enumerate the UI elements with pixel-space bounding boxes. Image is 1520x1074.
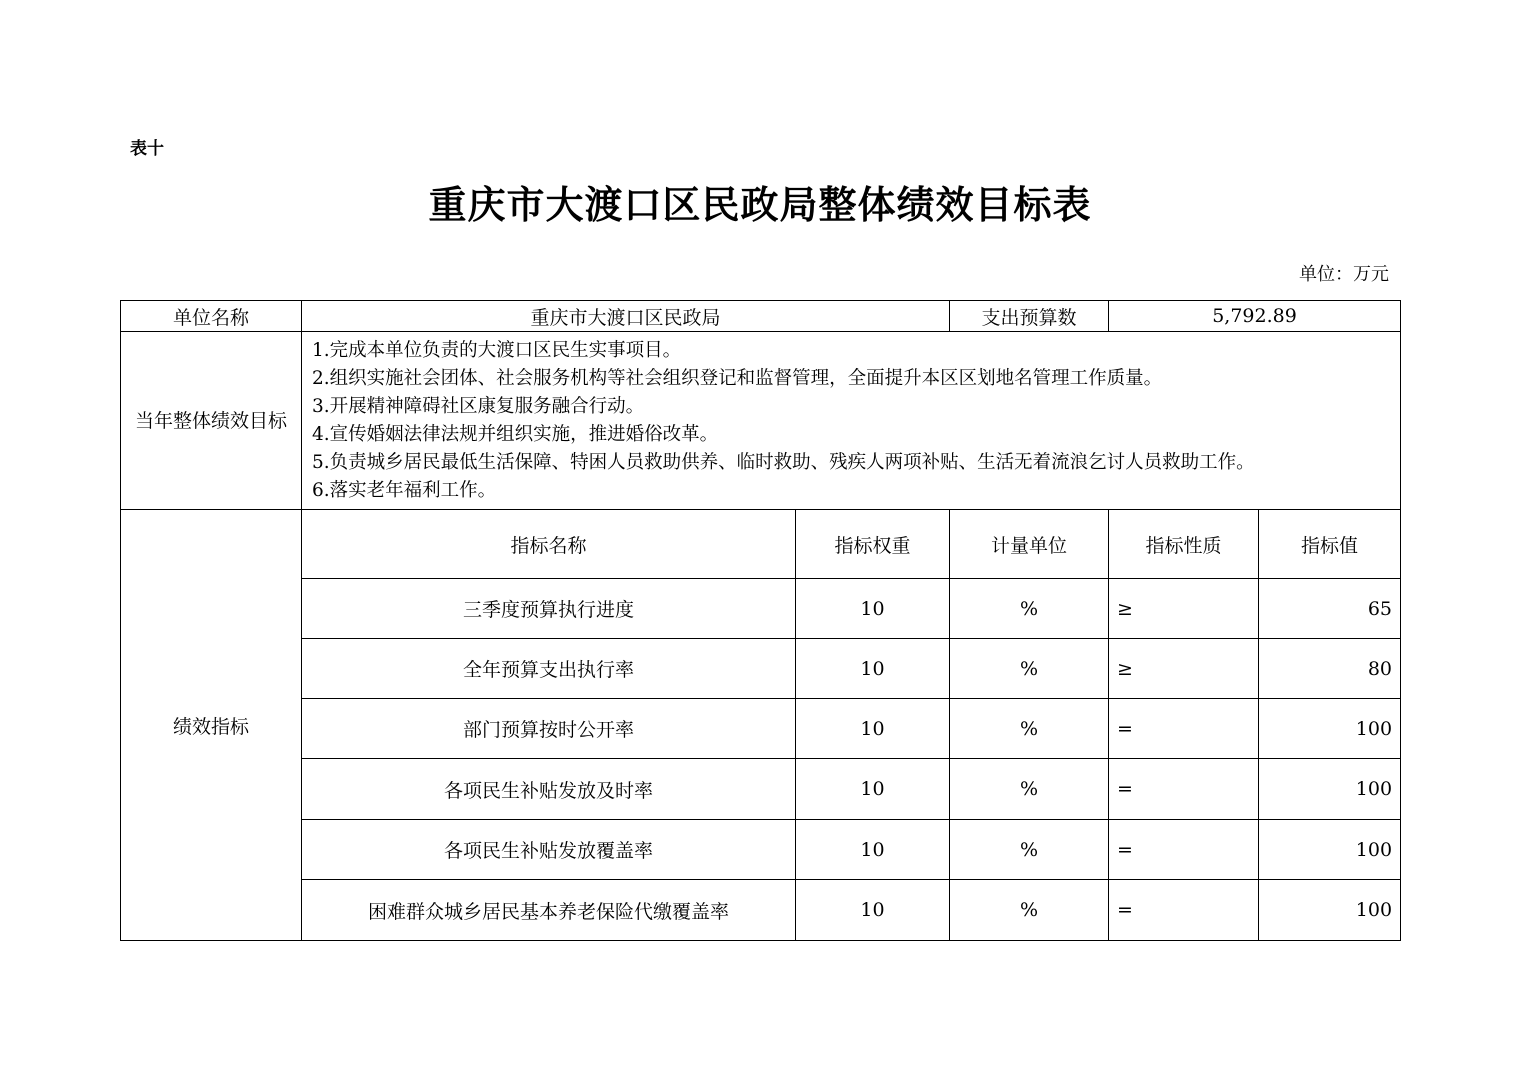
goal-item: 2.组织实施社会团体、社会服务机构等社会组织登记和监督管理，全面提升本区区划地名管理工作质量。 xyxy=(312,367,1163,389)
indicator-name: 部门预算按时公开率 xyxy=(302,699,796,759)
indicator-value: 100 xyxy=(1259,820,1401,880)
table-row xyxy=(121,759,1401,820)
column-header-nature: 指标性质 xyxy=(1109,510,1259,579)
column-header-unit: 计量单位 xyxy=(950,510,1109,579)
indicator-value: 80 xyxy=(1259,639,1401,699)
column-header-value: 指标值 xyxy=(1259,510,1401,579)
goal-item: 1.完成本单位负责的大渡口区民生实事项目。 xyxy=(312,339,682,361)
indicator-name: 各项民生补贴发放覆盖率 xyxy=(302,820,796,880)
indicator-value: 65 xyxy=(1259,579,1401,639)
indicator-nature: = xyxy=(1109,820,1259,880)
budget-label: 支出预算数 xyxy=(950,301,1109,332)
goals-label: 当年整体绩效目标 xyxy=(121,332,302,510)
table-row xyxy=(121,880,1401,941)
indicator-weight: 10 xyxy=(796,820,950,880)
unit-name-value: 重庆市大渡口区民政局 xyxy=(302,301,950,332)
indicator-nature: = xyxy=(1109,699,1259,759)
unit-label: 单位：万元 xyxy=(1299,264,1389,285)
indicator-name: 三季度预算执行进度 xyxy=(302,579,796,639)
goal-item: 6.落实老年福利工作。 xyxy=(312,479,497,501)
indicators-section-label: 绩效指标 xyxy=(121,510,302,941)
indicator-nature: = xyxy=(1109,759,1259,820)
indicator-value: 100 xyxy=(1259,759,1401,820)
indicator-unit: % xyxy=(950,699,1109,759)
indicator-name: 各项民生补贴发放及时率 xyxy=(302,759,796,820)
column-header-weight: 指标权重 xyxy=(796,510,950,579)
table-row xyxy=(121,820,1401,880)
indicator-weight: 10 xyxy=(796,880,950,941)
indicator-unit: % xyxy=(950,880,1109,941)
indicator-unit: % xyxy=(950,639,1109,699)
indicator-weight: 10 xyxy=(796,759,950,820)
indicator-unit: % xyxy=(950,759,1109,820)
indicator-value: 100 xyxy=(1259,880,1401,941)
table-row xyxy=(121,579,1401,639)
budget-value: 5,792.89 xyxy=(1109,301,1401,332)
indicator-name: 困难群众城乡居民基本养老保险代缴覆盖率 xyxy=(302,880,796,941)
table-row xyxy=(121,699,1401,759)
indicator-weight: 10 xyxy=(796,579,950,639)
goal-item: 5.负责城乡居民最低生活保障、特困人员救助供养、临时救助、残疾人两项补贴、生活无着流浪乞讨人员救助工作。 xyxy=(312,451,1255,473)
document-title: 重庆市大渡口区民政局整体绩效目标表 xyxy=(428,182,1092,227)
table-number: 表十 xyxy=(130,139,164,159)
summary-row xyxy=(121,301,1401,332)
goal-item: 3.开展精神障碍社区康复服务融合行动。 xyxy=(312,395,645,417)
goals-row xyxy=(121,332,1401,510)
indicator-header-row xyxy=(121,510,1401,579)
indicator-unit: % xyxy=(950,820,1109,880)
indicator-weight: 10 xyxy=(796,699,950,759)
indicator-name: 全年预算支出执行率 xyxy=(302,639,796,699)
indicator-value: 100 xyxy=(1259,699,1401,759)
indicator-nature: = xyxy=(1109,880,1259,941)
goals-list xyxy=(302,332,1401,510)
performance-goal-table xyxy=(120,300,1401,941)
indicator-unit: % xyxy=(950,579,1109,639)
indicator-weight: 10 xyxy=(796,639,950,699)
column-header-name: 指标名称 xyxy=(302,510,796,579)
indicator-nature: ≥ xyxy=(1109,579,1259,639)
unit-name-label: 单位名称 xyxy=(121,301,302,332)
goal-item: 4.宣传婚姻法律法规并组织实施，推进婚俗改革。 xyxy=(312,423,719,445)
indicator-nature: ≥ xyxy=(1109,639,1259,699)
table-row xyxy=(121,639,1401,699)
